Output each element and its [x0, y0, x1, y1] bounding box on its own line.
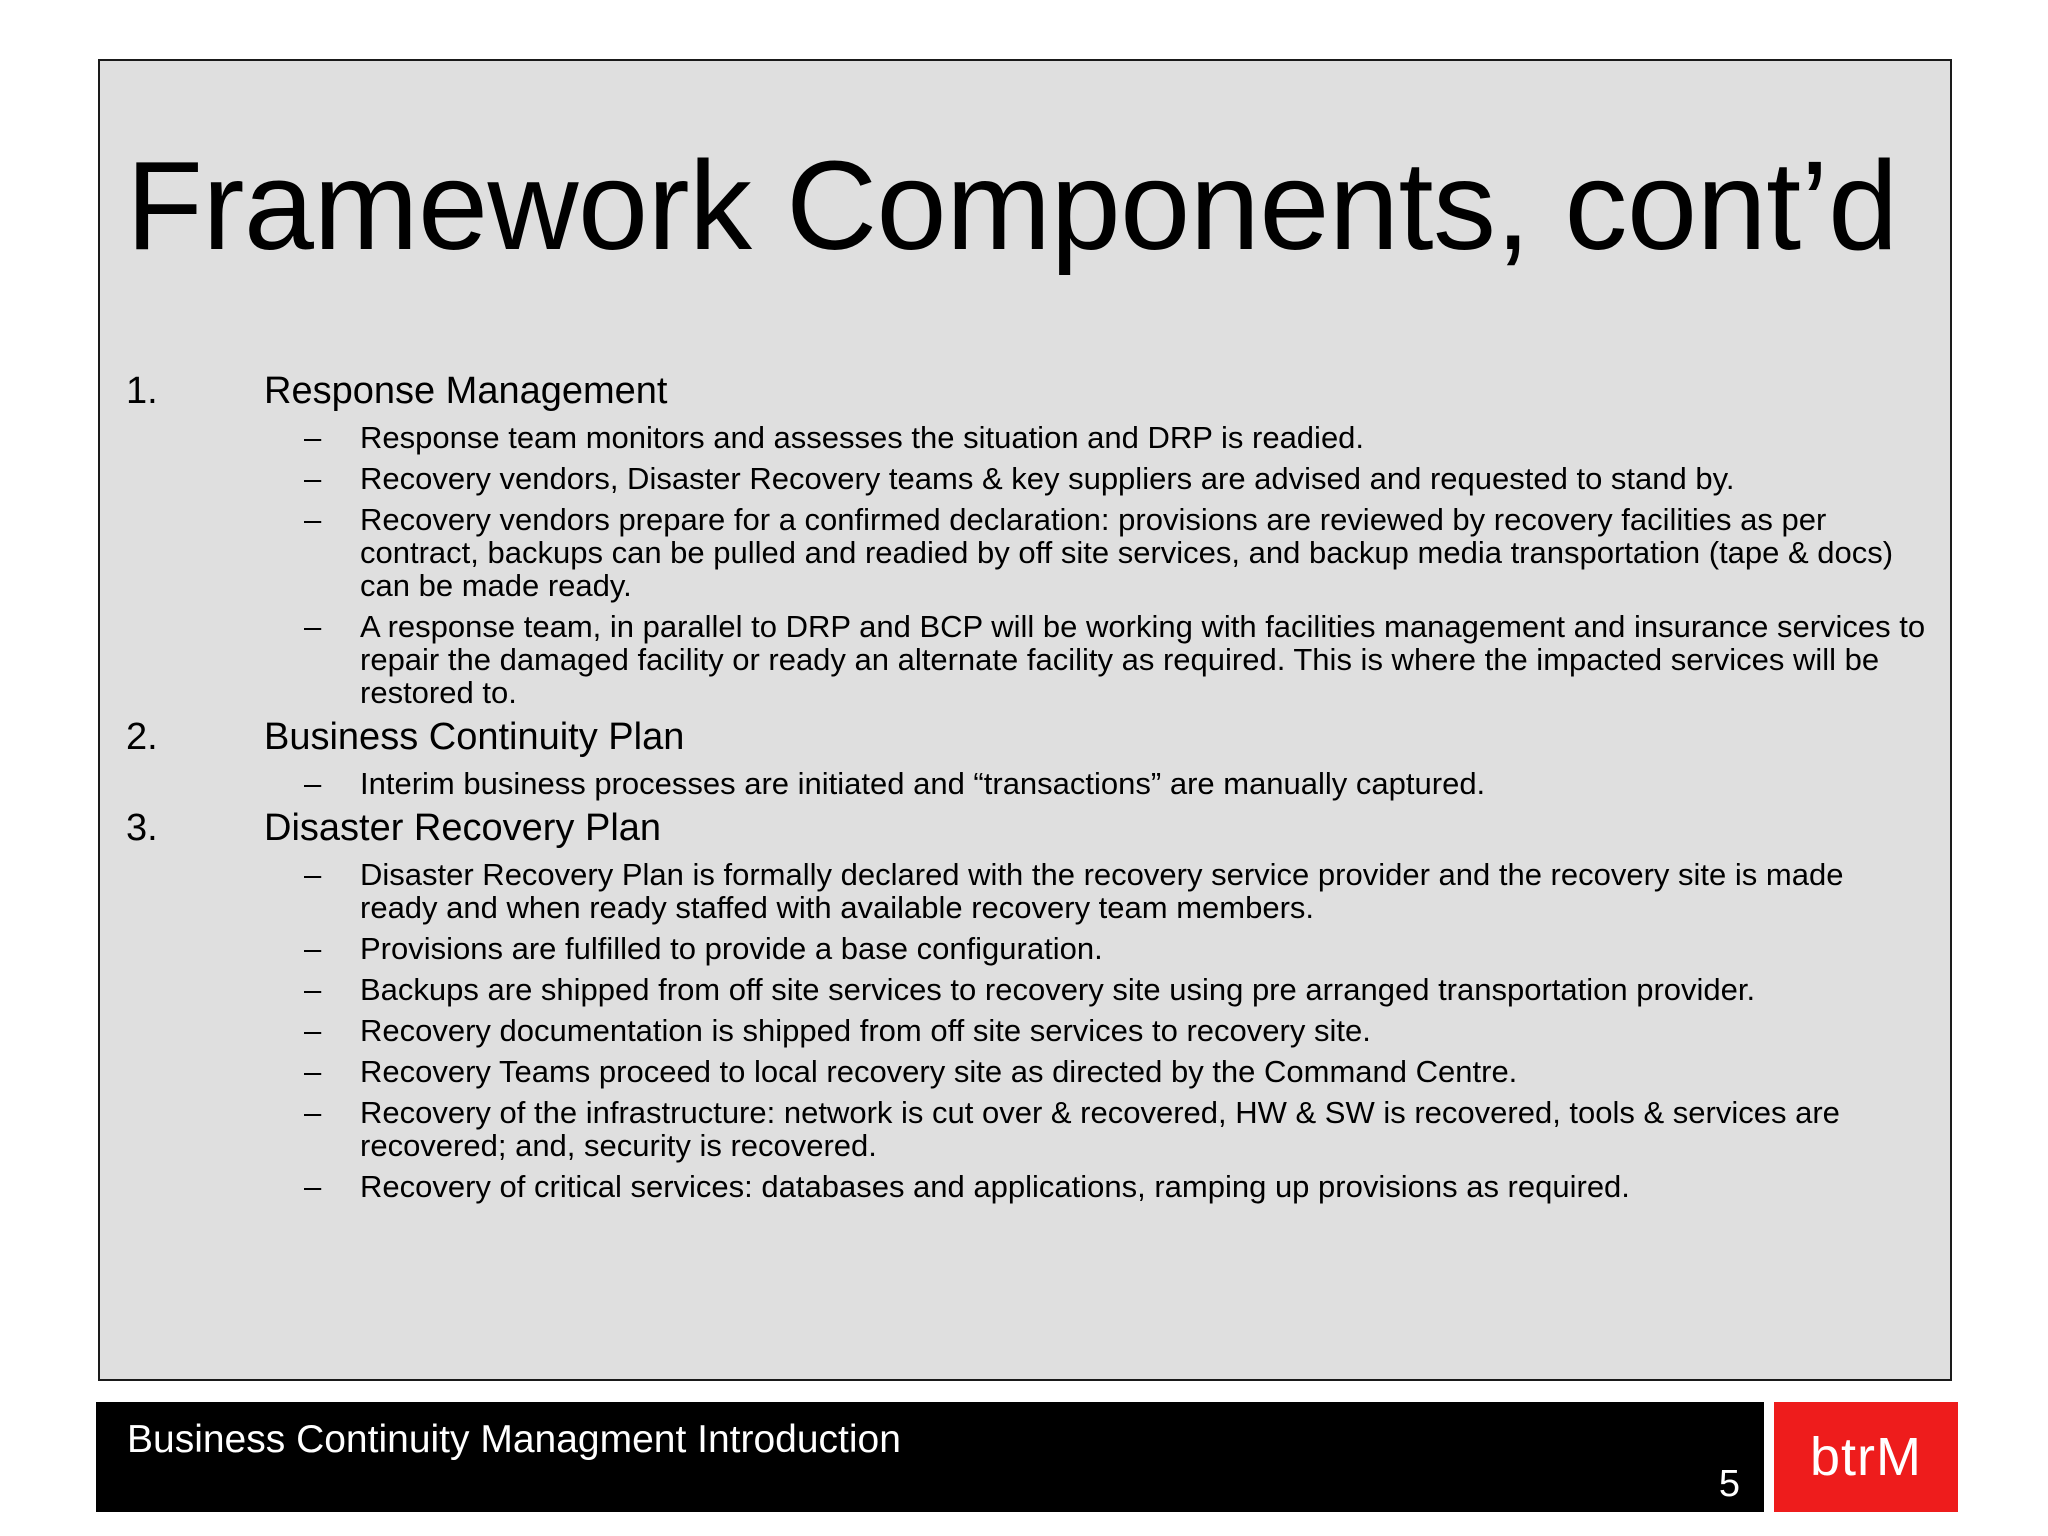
footer-bar — [96, 1402, 1764, 1512]
bullet-marker: – — [304, 972, 322, 1007]
bullet-list — [126, 858, 1936, 1203]
page-number: 5 — [1718, 1463, 1740, 1505]
bullet-text: Disaster Recovery Plan is formally declared with the recovery service provider and the recovery site is made ready and when ready staffed with available recovery team members. — [360, 857, 1844, 925]
brand-logo — [1774, 1402, 1958, 1512]
bullet-text: A response team, in parallel to DRP and BCP will be working with facilities management and insurance services to repair the damaged facility or ready an alternate facility as required. This is where the impacted services will be restored to. — [360, 609, 1926, 710]
bullet-item — [126, 973, 1936, 1006]
bullet-marker: – — [304, 461, 322, 496]
bullet-text: Provisions are fulfilled to provide a base configuration. — [360, 931, 1103, 966]
bullet-text: Interim business processes are initiated and “transactions” are manually captured. — [360, 766, 1486, 801]
section-number: 2. — [126, 716, 158, 758]
bullet-item — [126, 1170, 1936, 1203]
bullet-text: Response team monitors and assesses the situation and DRP is readied. — [360, 420, 1365, 455]
bullet-item — [126, 767, 1936, 800]
bullet-marker: – — [304, 1013, 322, 1048]
bullet-item — [126, 503, 1936, 602]
bullet-marker: – — [304, 931, 322, 966]
bullet-item — [126, 1096, 1936, 1162]
section-title: Disaster Recovery Plan — [264, 807, 662, 849]
bullet-item — [126, 932, 1936, 965]
bullet-marker: – — [304, 766, 322, 801]
section-title: Response Management — [264, 370, 668, 412]
slide-content — [126, 363, 1936, 1203]
bullet-list — [126, 767, 1936, 800]
bullet-text: Backups are shipped from off site services to recovery site using pre arranged transportation provider. — [360, 972, 1756, 1007]
section-header — [126, 806, 1936, 850]
section-number: 3. — [126, 807, 158, 849]
bullet-item — [126, 858, 1936, 924]
bullet-marker: – — [304, 420, 322, 455]
bullet-marker: – — [304, 1095, 322, 1130]
bullet-marker: – — [304, 857, 322, 892]
bullet-item — [126, 1014, 1936, 1047]
logo-text: btrM — [1810, 1427, 1922, 1487]
bullet-text: Recovery of critical services: databases and applications, ramping up provisions as required. — [360, 1169, 1630, 1204]
section-title: Business Continuity Plan — [264, 716, 685, 758]
bullet-text: Recovery documentation is shipped from off site services to recovery site. — [360, 1013, 1371, 1048]
bullet-item — [126, 462, 1936, 495]
bullet-text: Recovery of the infrastructure: network is cut over & recovered, HW & SW is recovered, tools & services are recovered; and, security is recovered. — [360, 1095, 1840, 1163]
bullet-text: Recovery Teams proceed to local recovery site as directed by the Command Centre. — [360, 1054, 1518, 1089]
slide-title: Framework Components, cont’d — [126, 135, 1898, 276]
bullet-marker: – — [304, 609, 322, 644]
bullet-list — [126, 421, 1936, 709]
slide-panel — [98, 59, 1952, 1381]
bullet-marker: – — [304, 1169, 322, 1204]
bullet-text: Recovery vendors prepare for a confirmed declaration: provisions are reviewed by recovery facilities as per contract, backups can be pulled and readied by off site services, and backup media transportation (tape & docs) can be made ready. — [360, 502, 1894, 603]
bullet-marker: – — [304, 1054, 322, 1089]
section-header — [126, 715, 1936, 759]
bullet-marker: – — [304, 502, 322, 537]
section-header — [126, 369, 1936, 413]
bullet-item — [126, 610, 1936, 709]
section-number: 1. — [126, 370, 158, 412]
section-disaster-recovery-plan — [126, 806, 1936, 1203]
bullet-item — [126, 1055, 1936, 1088]
bullet-text: Recovery vendors, Disaster Recovery teams & key suppliers are advised and requested to stand by. — [360, 461, 1735, 496]
section-business-continuity-plan — [126, 715, 1936, 800]
bullet-item — [126, 421, 1936, 454]
footer-title: Business Continuity Managment Introduction — [127, 1418, 901, 1461]
section-response-management — [126, 369, 1936, 709]
